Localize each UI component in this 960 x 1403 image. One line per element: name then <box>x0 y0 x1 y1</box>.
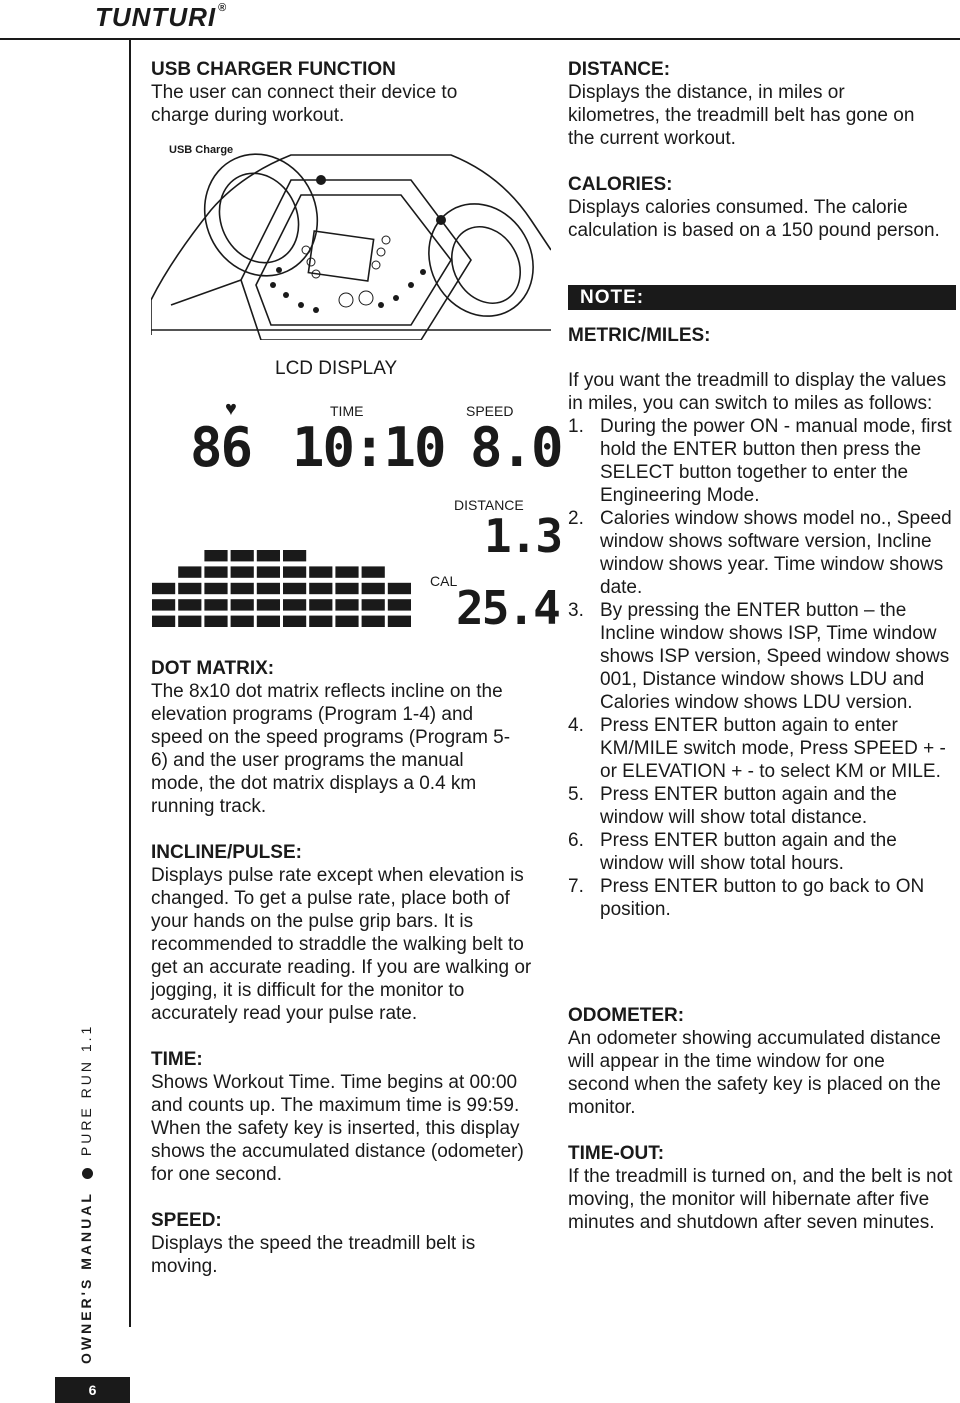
usb-section <box>151 58 551 127</box>
step-number: 6. <box>568 830 584 851</box>
dot-matrix-segment <box>257 583 280 594</box>
dot-matrix-segment <box>283 566 306 577</box>
usb-heading: USB CHARGER FUNCTION <box>151 59 396 80</box>
step-number: 7. <box>568 876 584 897</box>
dot-matrix-segment <box>309 566 332 577</box>
list-item <box>568 599 958 714</box>
note-bar: NOTE: <box>568 285 956 310</box>
list-item <box>568 714 958 783</box>
lcd-cal-label: CAL <box>430 573 458 589</box>
step-number: 1. <box>568 416 584 437</box>
lcd-distance-value: 1.3 <box>484 509 562 563</box>
dot-matrix-segment <box>257 616 280 627</box>
lcd-cal-value: 25.4 <box>456 581 559 635</box>
section-heading: TIME-OUT: <box>568 1143 665 1164</box>
dot-matrix-segment <box>362 616 385 627</box>
section-text: Shows Workout Time. Time begins at 00:00 and counts up. The maximum time is 99:59. When the safety key is inserted, this display shows the accumulated distance (odometer) for one second. <box>151 1072 524 1185</box>
section-text: Displays pulse rate except when elevation is changed. To get a pulse rate, place both of your hands on the pulse grip bars. It is recommended to straddle the walking belt to get an accurate reading. If you are walking or jogging, it is difficult for the monitor to accurately read your pulse rate. <box>151 865 532 1024</box>
header-rule <box>0 38 960 40</box>
metric-steps <box>568 415 958 921</box>
dot-matrix-segment <box>178 599 201 610</box>
page-number: 6 <box>55 1377 130 1403</box>
usb-figure-label: USB Charge <box>169 144 234 156</box>
metric-miles-section <box>568 324 960 347</box>
dot-matrix-segment <box>257 550 280 561</box>
calories-section <box>568 173 960 242</box>
section-text: Displays calories consumed. The calorie calculation is based on a 150 pound person. <box>568 197 940 241</box>
lcd-distance-label: DISTANCE <box>454 497 524 513</box>
dot-matrix-segment <box>335 599 358 610</box>
bullet-icon <box>82 1168 93 1179</box>
dot-matrix-segment <box>362 583 385 594</box>
step-number: 2. <box>568 508 584 529</box>
incline-pulse-section <box>151 841 551 1025</box>
step-text: Calories window shows model no., Speed window shows software version, Incline window shows year. Time window shows date. <box>600 508 952 598</box>
dot-matrix-segment <box>362 599 385 610</box>
section-heading: ODOMETER: <box>568 1005 685 1026</box>
dot-matrix-segment <box>283 550 306 561</box>
lcd-heading: LCD DISPLAY <box>275 358 398 379</box>
dot-matrix-segment <box>309 599 332 610</box>
dot-matrix-segment <box>204 616 227 627</box>
step-number: 3. <box>568 600 584 621</box>
metric-heading: METRIC/MILES: <box>568 325 711 346</box>
section-heading: DOT MATRIX: <box>151 658 275 679</box>
dot-matrix-segment <box>362 566 385 577</box>
step-text: By pressing the ENTER button – the Incline window shows ISP, Time window shows ISP version, Speed window shows 001, Distance window shows LDU and Calories window shows LDU version. <box>600 600 950 713</box>
sidebar-rule <box>129 40 131 1327</box>
lcd-speed-label: SPEED <box>466 403 514 419</box>
dot-matrix-graphic <box>151 548 413 630</box>
dot-matrix-segment <box>178 583 201 594</box>
dot-matrix-segment <box>283 616 306 627</box>
step-number: 4. <box>568 715 584 736</box>
left-sections <box>151 657 551 1278</box>
section-heading: INCLINE/PULSE: <box>151 842 302 863</box>
step-text: Press ENTER button again and the window will show total hours. <box>600 830 897 874</box>
dot-matrix-segment <box>231 583 254 594</box>
time-section <box>151 1048 551 1186</box>
dot-matrix-segment <box>309 616 332 627</box>
section-text: An odometer showing accumulated distance will appear in the time window for one second when the safety key is placed on the monitor. <box>568 1028 941 1118</box>
dot-matrix-segment <box>283 599 306 610</box>
model-label: PURE RUN 1.1 <box>78 1023 94 1157</box>
dot-matrix-segment <box>204 599 227 610</box>
dot-matrix-segment <box>335 583 358 594</box>
list-item <box>568 875 958 921</box>
dot-matrix-segment <box>388 616 411 627</box>
lcd-pulse-value: 86 <box>190 416 252 479</box>
brand-name: TUNTURI <box>95 2 217 32</box>
section-heading: CALORIES: <box>568 174 673 195</box>
lcd-time-value: 10:10 <box>292 416 445 479</box>
dot-matrix-segment <box>231 599 254 610</box>
dot-matrix-segment <box>178 566 201 577</box>
right-bottom-sections <box>568 1004 960 1234</box>
dot-matrix <box>151 548 413 630</box>
dot-matrix-segment <box>231 616 254 627</box>
list-item <box>568 507 958 599</box>
speed-section <box>151 1209 551 1278</box>
dot-matrix-segment <box>283 583 306 594</box>
dot-matrix-section <box>151 657 551 818</box>
lcd-time-label: TIME <box>330 403 364 419</box>
dot-matrix-segment <box>152 616 175 627</box>
list-item <box>568 783 958 829</box>
brand-logo <box>95 2 227 33</box>
lcd-speed-value: 8.0 <box>470 416 562 479</box>
dot-matrix-segment <box>257 599 280 610</box>
metric-intro: If you want the treadmill to display the values in miles, you can switch to miles as follows: <box>568 370 947 414</box>
section-heading: DISTANCE: <box>568 59 671 80</box>
dot-matrix-segment <box>152 599 175 610</box>
list-item <box>568 829 958 875</box>
brand-mark: ® <box>218 2 228 14</box>
step-text: During the power ON - manual mode, first hold the ENTER button then press the SELECT button together to enter the Engineering Mode. <box>600 416 952 506</box>
manual-label: OWNER'S MANUAL <box>78 1191 94 1364</box>
heart-icon: ♥ <box>225 398 237 420</box>
section-text: Displays the speed the treadmill belt is moving. <box>151 1233 476 1277</box>
console-figure <box>151 140 551 340</box>
dot-matrix-segment <box>204 550 227 561</box>
dot-matrix-segment <box>152 583 175 594</box>
dot-matrix-segment <box>231 566 254 577</box>
metric-miles-body <box>568 369 960 921</box>
dot-matrix-segment <box>335 566 358 577</box>
dot-matrix-segment <box>388 599 411 610</box>
section-text: If the treadmill is turned on, and the belt is not moving, the monitor will hibernate after five minutes and shutdown after seven minutes. <box>568 1166 953 1233</box>
step-text: Press ENTER button again and the window will show total distance. <box>600 784 897 828</box>
timeout-section <box>568 1142 960 1234</box>
step-number: 5. <box>568 784 584 805</box>
section-heading: TIME: <box>151 1049 203 1070</box>
dot-matrix-segment <box>257 566 280 577</box>
dot-matrix-segment <box>309 583 332 594</box>
treadmill-console-illustration <box>151 140 551 340</box>
distance-section <box>568 58 960 150</box>
step-text: Press ENTER button to go back to ON position. <box>600 876 925 920</box>
section-text: Displays the distance, in miles or kilometres, the treadmill belt has gone on the current workout. <box>568 82 915 149</box>
dot-matrix-segment <box>178 616 201 627</box>
dot-matrix-segment <box>231 550 254 561</box>
list-item <box>568 415 958 507</box>
dot-matrix-segment <box>388 583 411 594</box>
dot-matrix-segment <box>204 583 227 594</box>
sidebar-label <box>78 1024 94 1364</box>
dot-matrix-segment <box>335 616 358 627</box>
step-text: Press ENTER button again to enter KM/MILE switch mode, Press SPEED + - or ELEVATION + - to select KM or MILE. <box>600 715 946 782</box>
dot-matrix-segment <box>204 566 227 577</box>
odometer-section <box>568 1004 960 1119</box>
usb-text: The user can connect their device to charge during workout. <box>151 82 458 126</box>
section-text: The 8x10 dot matrix reflects incline on the elevation programs (Program 1-4) and speed on the speed programs (Program 5-6) and the user programs the manual mode, the dot matrix displays a 0.4 km running track. <box>151 681 511 817</box>
right-top-sections <box>568 58 960 242</box>
section-heading: SPEED: <box>151 1210 222 1231</box>
